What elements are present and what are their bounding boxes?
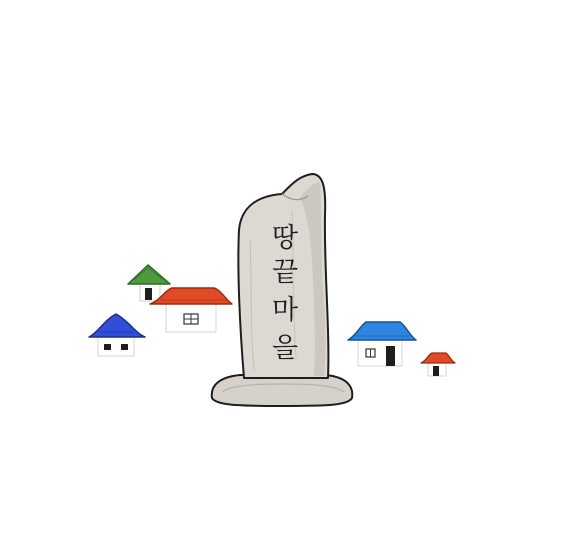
stone-char-1: 땅 <box>271 223 299 254</box>
house-blue-roof-right <box>348 322 416 366</box>
house-red-roof-left <box>150 288 232 332</box>
stone-char-2: 끝 <box>271 257 299 288</box>
stone-char-3: 마 <box>271 295 299 326</box>
stone-char-4: 을 <box>271 333 299 364</box>
stone-monument <box>212 174 353 406</box>
house-blue-roof-left <box>89 314 145 356</box>
house-red-roof-right <box>421 353 455 376</box>
